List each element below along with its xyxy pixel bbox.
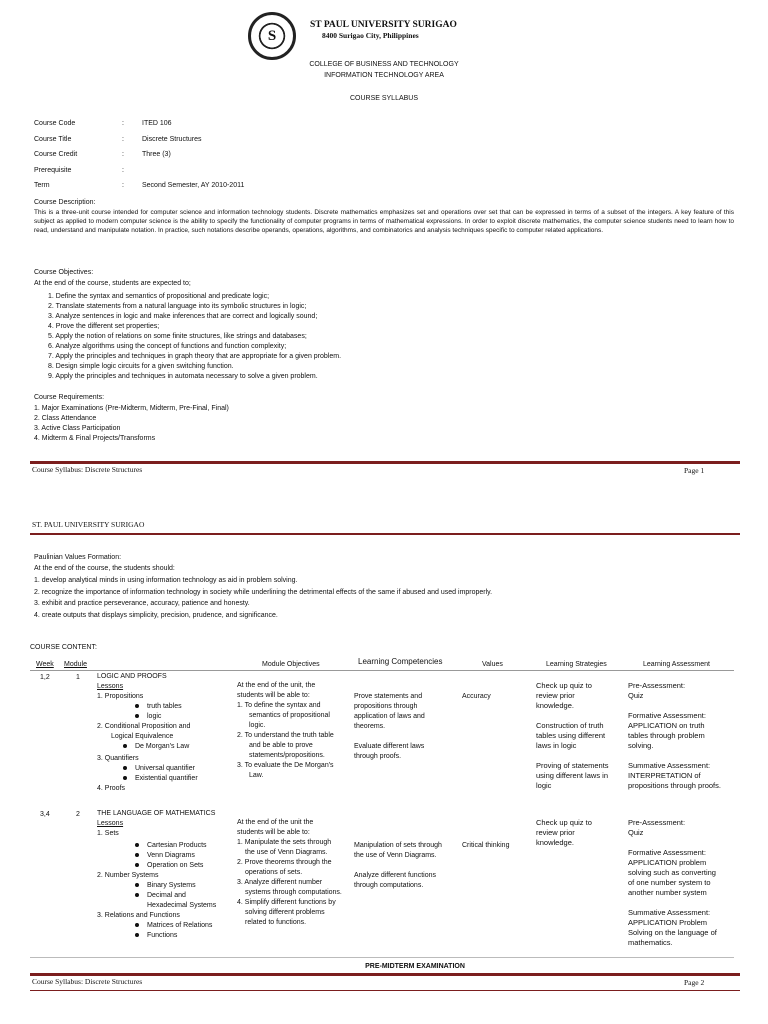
bullet-icon xyxy=(135,883,139,887)
university-name: ST PAUL UNIVERSITY SURIGAO xyxy=(310,20,457,30)
requirements-list xyxy=(34,404,229,444)
row2-lessons: THE LANGUAGE OF MATHEMATICS Lessons 1. Sets Cartesian Products Venn Diagrams Operation on Sets 2. Number Systems Binary Systems Decimal and Hexadecimal Systems 3. Relations and Functions Matrices of Relations Functions xyxy=(97,810,217,939)
list-item: 1. develop analytical minds in using information technology as aid in problem solving. xyxy=(34,577,298,584)
requirements-heading: Course Requirements: xyxy=(34,394,105,401)
bullet-icon xyxy=(123,766,127,770)
college-name: COLLEGE OF BUSINESS AND TECHNOLOGY xyxy=(309,61,459,68)
list-item: 2. recognize the importance of information technology in society while underlining the detrimental effects of the same if abused and used improperly. xyxy=(34,588,493,596)
list-item: 1. Major Examinations (Pre-Midterm, Midterm, Pre-Final, Final) xyxy=(34,405,229,412)
page2-header: ST. PAUL UNIVERSITY SURIGAO xyxy=(32,520,145,529)
bullet-icon xyxy=(135,923,139,927)
footer-underline xyxy=(30,990,740,991)
list-item: 8. Design simple logic circuits for a given switching function. xyxy=(48,363,234,370)
row1-values: Accuracy xyxy=(462,693,491,700)
list-item: 4. Prove the different set properties; xyxy=(48,323,160,330)
list-item: 6. Analyze algorithms using the concept of functions and function complexity; xyxy=(48,343,287,350)
header-rule xyxy=(30,533,740,535)
bullet-icon xyxy=(135,853,139,857)
objectives-heading: Course Objectives: xyxy=(34,269,94,276)
footer-left: Course Syllabus: Discrete Structures xyxy=(32,977,143,986)
bullet-icon xyxy=(135,704,139,708)
bullet-icon xyxy=(135,714,139,718)
info-row: Course Credit : Three (3) xyxy=(34,151,171,158)
footer-left: Course Syllabus: Discrete Structures xyxy=(32,465,143,474)
table-header-rule xyxy=(30,670,734,671)
row1-week: 1,2 xyxy=(40,674,50,681)
col-week: Week xyxy=(36,661,54,668)
col-module: Module xyxy=(64,661,87,668)
university-seal: S xyxy=(248,12,296,60)
row2-values: Critical thinking xyxy=(462,842,510,849)
list-item: 4. create outputs that displays simplicity, precision, prudence, and significance. xyxy=(34,611,278,619)
objectives-list xyxy=(48,292,728,382)
description-text: This is a three-unit course intended for computer science and information technology students. Discrete mathematics emphasizes set and operations over set that can be expressed in terms of a subset of the integers. A key feature of this subject as applied to modern computer science is the ability to specify the functionality of computer programs in terms of mathematical expressions. In order to exploit discrete mathematics, the computer science students need to learn how to read, understand and manipulate notation. In practice, such notations describe operands, operations, algorithms, and combinatorics and analysis techniques specific to computer related applications. xyxy=(34,209,734,234)
col-objectives: Module Objectives xyxy=(262,661,320,668)
footer-page: Page 1 xyxy=(684,466,705,475)
list-item: 3. exhibit and practice perseverance, accuracy, patience and honesty. xyxy=(34,600,250,607)
bullet-icon xyxy=(135,863,139,867)
row1-module: 1 xyxy=(76,674,80,681)
list-item: 2. Translate statements from a natural language into its symbolic structures in logic; xyxy=(48,303,307,310)
col-values: Values xyxy=(482,661,503,668)
row2-competencies: Manipulation of sets through the use of Venn Diagrams. Analyze different functions through computations. xyxy=(354,842,442,889)
list-item: 7. Apply the principles and techniques in graph theory that are appropriate for a given problem. xyxy=(48,353,342,360)
exam-label: PRE-MIDTERM EXAMINATION xyxy=(365,963,465,970)
course-info xyxy=(34,119,244,197)
row1-competencies: Prove statements and propositions through application of laws and theorems. Evaluate different laws through proofs. xyxy=(354,693,425,760)
row2-module: 2 xyxy=(76,811,80,818)
list-item: 9. Apply the principles and techniques in automata necessary to solve a given problem. xyxy=(48,373,318,380)
list-item: 5. Apply the notion of relations on some finite structures, like strings and databases; xyxy=(48,333,307,340)
area-name: INFORMATION TECHNOLOGY AREA xyxy=(324,72,444,79)
bullet-icon xyxy=(135,843,139,847)
paulinian-intro: At the end of the course, the students should: xyxy=(34,565,175,572)
col-assessment: Learning Assessment xyxy=(643,661,710,668)
table-rule xyxy=(30,957,734,958)
objectives-intro: At the end of the course, students are expected to; xyxy=(34,280,191,287)
bullet-icon xyxy=(135,893,139,897)
bullet-icon xyxy=(123,776,127,780)
row1-assessment: Pre-Assessment: Quiz Formative Assessment: APPLICATION on truth tables through problem solving. Summative Assessment: INTERPRETATION of propositions through proofs. xyxy=(628,681,721,790)
university-address: 8400 Surigao City, Philippines xyxy=(322,31,419,40)
col-strategies: Learning Strategies xyxy=(546,661,607,668)
bullet-icon xyxy=(123,744,127,748)
paulinian-list xyxy=(34,575,734,621)
footer-page: Page 2 xyxy=(684,978,705,987)
info-row: Term : Second Semester, AY 2010-2011 xyxy=(34,182,245,189)
row1-lessons: LOGIC AND PROOFS Lessons 1. Propositions truth tables logic 2. Conditional Proposition and Logical Equivalence De Morgan's Law 3. Quantifiers Universal quantifier Existential quantifier 4. Proofs xyxy=(97,673,198,792)
list-item: 3. Active Class Participation xyxy=(34,425,121,432)
row1-strategies: Check up quiz to review prior knowledge. Construction of truth tables using different laws in logic Proving of statements using different laws in logic xyxy=(536,681,609,790)
footer-rule xyxy=(30,461,740,464)
col-competencies: Learning Competencies xyxy=(358,657,443,666)
list-item: 3. Analyze sentences in logic and make inferences that are correct and logically sound; xyxy=(48,313,318,320)
info-row: Course Code : ITED 106 xyxy=(34,120,172,127)
doc-title: COURSE SYLLABUS xyxy=(349,95,419,102)
paulinian-heading: Paulinian Values Formation: xyxy=(34,554,122,561)
list-item: 1. Define the syntax and semantics of propositional and predicate logic; xyxy=(48,293,270,300)
bullet-icon xyxy=(135,933,139,937)
list-item: 4. Midterm & Final Projects/Transforms xyxy=(34,435,156,442)
row2-assessment: Pre-Assessment: Quiz Formative Assessment: APPLICATION problem solving such as converting of one number system to another number system Summative Assessment: APPLICATION Problem Solving on the language of mathematics. xyxy=(628,818,717,947)
row2-strategies: Check up quiz to review prior knowledge. xyxy=(536,818,592,847)
content-heading: COURSE CONTENT: xyxy=(30,644,97,651)
row1-objectives: At the end of the unit, the students will be able to: 1. To define the syntax and semantics of propositional logic. 2. To understand the truth table and be able to prove statements/propositions. 3. To evaluate the De Morgan's Law. xyxy=(237,682,334,779)
description-heading: Course Description: xyxy=(34,199,96,206)
info-row: Prerequisite : xyxy=(34,166,124,174)
row2-week: 3,4 xyxy=(40,811,50,818)
footer-rule xyxy=(30,973,740,976)
list-item: 2. Class Attendance xyxy=(34,415,97,422)
row2-objectives: At the end of the unit the students will be able to: 1. Manipulate the sets through the use of Venn Diagrams. 2. Prove theorems through the operations of sets. 3. Analyze different number systems through computations. 4. Simplify different functions by solving different problems related to functions. xyxy=(237,819,342,926)
info-row: Course Title : Discrete Structures xyxy=(34,135,202,143)
